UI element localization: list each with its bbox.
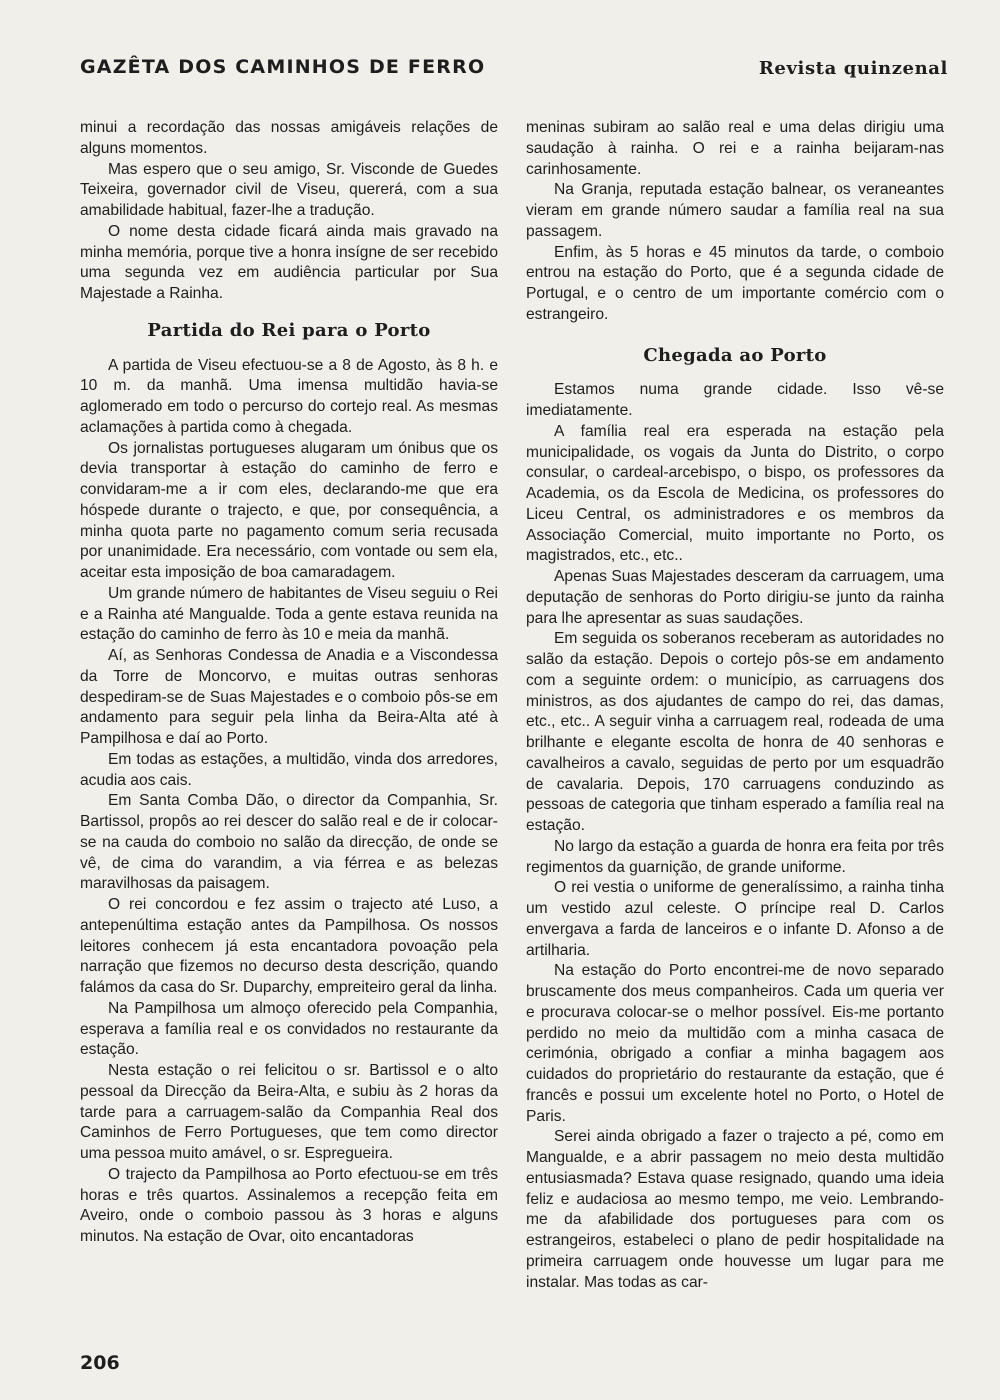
page-number: 206 bbox=[80, 1352, 120, 1374]
paragraph: meninas subiram ao salão real e uma delas dirigiu uma saudação à rainha. O rei e a rainha beijaram-nas carinhosamente. bbox=[526, 119, 944, 178]
paragraph: A partida de Viseu efectuou-se a 8 de Agosto, às 8 h. e 10 m. da manhã. Uma imensa multidão havia-se aglomerado em todo o percurso do cortejo real. As mesmas aclamações à partida como à chegada. bbox=[80, 356, 498, 436]
paragraph: Serei ainda obrigado a fazer o trajecto a pé, como em Mangualde, e a abrir passagem no meio desta multidão entusiasmada? Estava quase resignado, quando uma ideia feliz e audaciosa ao mesmo tempo, me veio. Lembrando-me da afabilidade dos portugueses para com os estrangeiros, estabeleci o plano de pedir hospitalidade na primeira carruagem onde houvesse um lugar para me instalar. Mas todas as car- bbox=[526, 1128, 944, 1291]
paragraph: Um grande número de habitantes de Viseu seguiu o Rei e a Rainha até Mangualde. Toda a gente estava reunida na estação do caminho de ferro às 10 e meia da manhã. bbox=[80, 584, 498, 644]
paragraph: Na estação do Porto encontrei-me de novo separado bruscamente dos meus companheiros. Cada um queria ver e procurava colocar-se o melhor possível. Eis-me portanto perdido no meio da multidão com a minha casaca de cerimónia, obrigado a confiar a minha bagagem aos cuidados do proprietário do restaurante da estação, que é francês e possui um excelente hotel no Porto, o Hotel de Paris. bbox=[526, 962, 944, 1125]
paragraph: No largo da estação a guarda de honra era feita por três regimentos da guarnição, de grande uniforme. bbox=[526, 837, 944, 876]
paragraph: Apenas Suas Majestades desceram da carruagem, uma deputação de senhoras do Porto dirigiu-se junto da rainha para lhe apresentar as suas saudações. bbox=[526, 568, 944, 627]
paragraph: O trajecto da Pampilhosa ao Porto efectuou-se em três horas e três quartos. Assinalemos a recepção feita em Aveiro, onde o comboio passou às 3 horas e alguns minutos. Na estação de Ovar, oito encantadoras bbox=[80, 1165, 498, 1245]
paragraph: Em todas as estações, a multidão, vinda dos arredores, acudia aos cais. bbox=[80, 750, 498, 789]
paragraph: Nesta estação o rei felicitou o sr. Bartissol e o alto pessoal da Direcção da Beira-Alta, e subiu às 2 horas da tarde para a carruagem-salão da Companhia Real dos Caminhos de Ferro Portugueses, que tem como director uma pessoa muito amável, o sr. Espregueira. bbox=[80, 1062, 498, 1162]
section-heading-arrival: Chegada ao Porto bbox=[643, 344, 827, 366]
paragraph: Mas espero que o seu amigo, Sr. Visconde de Guedes Teixeira, governador civil de Viseu, quererá, com a sua amabilidade habitual, fazer-lhe a tradução. bbox=[80, 160, 498, 219]
paragraph: Enfim, às 5 horas e 45 minutos da tarde, o comboio entrou na estação do Porto, que é a segunda cidade de Portugal, e o centro de um importante comércio com o estrangeiro. bbox=[526, 243, 944, 323]
paragraph: Aí, as Senhoras Condessa de Anadia e a Viscondessa da Torre de Moncorvo, e muitas outras senhoras despediram-se de Suas Majestades e o comboio pôs-se em andamento para seguir pela linha da Beira-Alta até à Pampilhosa e daí ao Porto. bbox=[80, 647, 498, 747]
paragraph: Em seguida os soberanos receberam as autoridades no salão da estação. Depois o cortejo pôs-se em andamento com a seguinte ordem: o município, as carruagens dos ministros, as dos ajudantes de campo do rei, das damas, etc., etc.. A seguir vinha a carruagem real, rodeada de uma brilhante e elegante escolta de honra de 40 senhoras e cavalheiros a cavalo, seguidas de perto por um esquadrão de cavalaria. Depois, 170 carruagens conduzindo as pessoas de categoria que tinham esperado a família real na estação. bbox=[526, 630, 944, 834]
masthead-subtitle: Revista quinzenal bbox=[758, 58, 948, 79]
paragraph: minui a recordação das nossas amigáveis relações de alguns momentos. bbox=[80, 119, 498, 157]
paragraph: A família real era esperada na estação pela municipalidade, os vogais da Junta do Distrito, o corpo consular, o cardeal-arcebispo, o bispo, os professores da Academia, os da Escola de Medicina, os professores do Liceu Central, os administradores e os membros da Associação Comercial, muito importante no Porto, os magistrados, etc., etc.. bbox=[526, 422, 944, 565]
paragraph: Estamos numa grande cidade. Isso vê-se imediatamente. bbox=[526, 381, 944, 419]
paragraph: Na Granja, reputada estação balnear, os veraneantes vieram em grande número saudar a família real na sua passagem. bbox=[526, 181, 944, 240]
right-column bbox=[526, 118, 944, 1293]
left-column bbox=[80, 118, 498, 1248]
paragraph: Os jornalistas portugueses alugaram um ónibus que os devia transportar à estação do caminho de ferro e convidaram-me a ir com eles, declarando-me que era hóspede durante o trajecto, e que, por consequência, a minha quota parte no pagamento comum seria recusada por unanimidade. Era necessário, com vontade ou sem ela, aceitar esta imposição de boa camaradagem. bbox=[80, 439, 498, 581]
paragraph: Na Pampilhosa um almoço oferecido pela Companhia, esperava a família real e os convidados no restaurante da estação. bbox=[80, 999, 498, 1059]
paragraph: O nome desta cidade ficará ainda mais gravado na minha memória, porque tive a honra insígne de ser recebido uma segunda vez em audiência particular por Sua Majestade a Rainha. bbox=[80, 222, 498, 302]
paragraph: O rei vestia o uniforme de generalíssimo, a rainha tinha um vestido azul celeste. O príncipe real D. Carlos envergava a farda de lanceiros e o infante D. Afonso a de artilharia. bbox=[526, 879, 944, 959]
paragraph: O rei concordou e fez assim o trajecto até Luso, a antepenúltima estação antes da Pampilhosa. Os nossos leitores conhecem já esta encantadora povoação pela narração que fizemos no decurso desta descrição, quando falámos da casa do Sr. Duparchy, empreiteiro geral da linha. bbox=[80, 896, 498, 996]
section-heading-departure: Partida do Rei para o Porto bbox=[147, 319, 431, 341]
paragraph: Em Santa Comba Dão, o director da Companhia, Sr. Bartissol, propôs ao rei descer do salão real e de ir colocar-se na cauda do comboio no salão da direcção, de onde se vê, de cima do varandim, a via férrea e as belezas maravilhosas da paisagem. bbox=[80, 792, 498, 893]
masthead-title: GAZÊTA DOS CAMINHOS DE FERRO bbox=[80, 56, 486, 78]
